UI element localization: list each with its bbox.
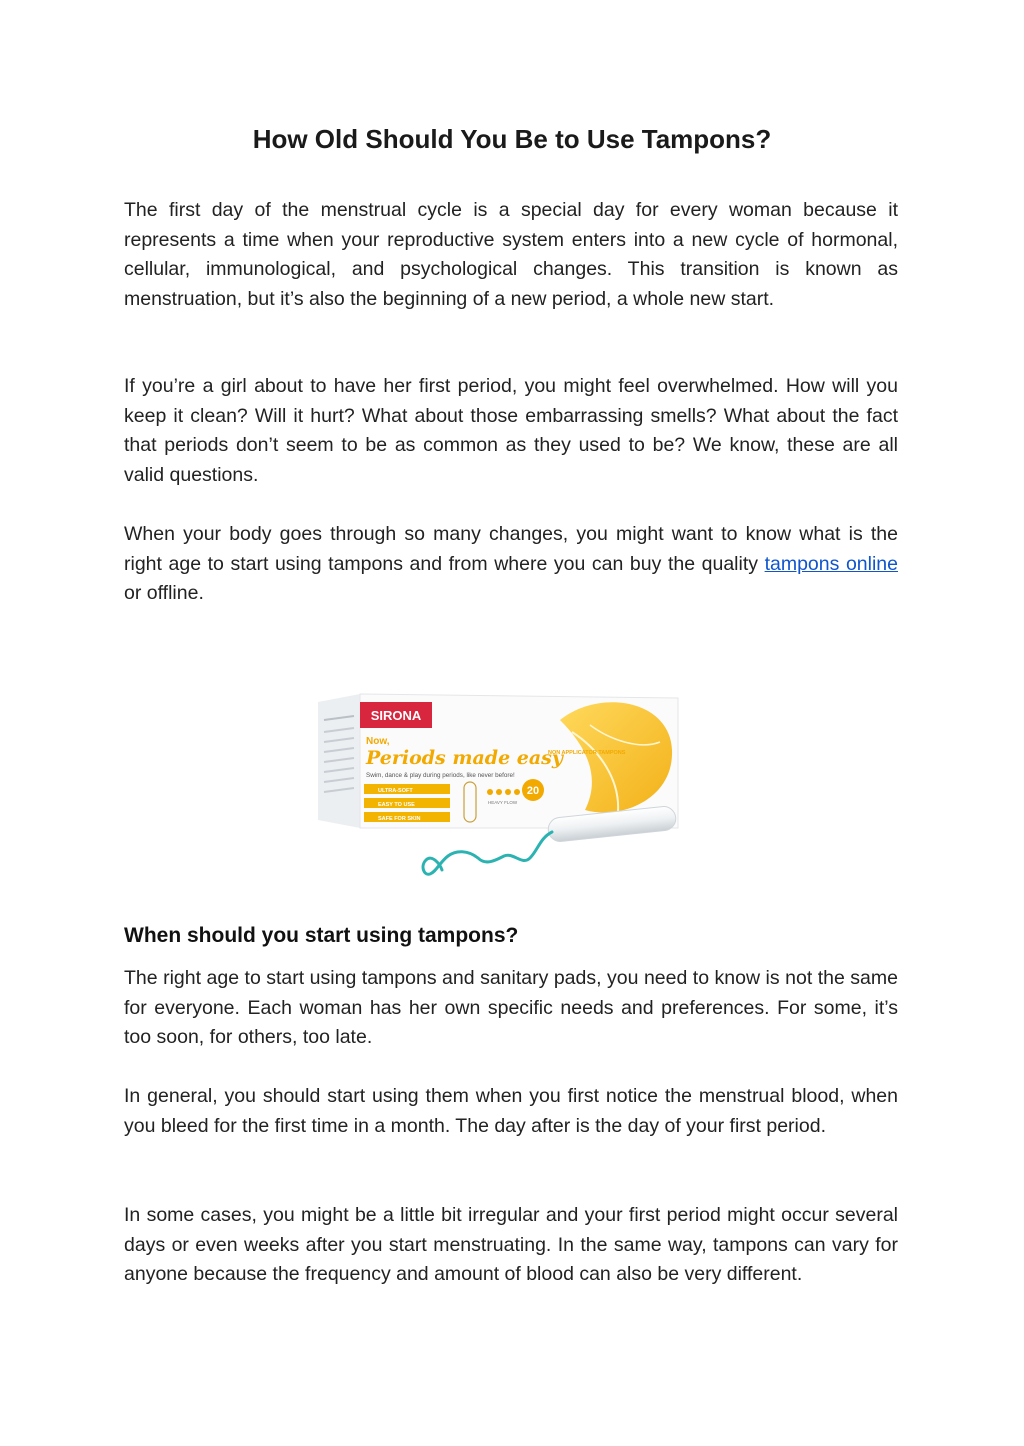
drop-icon [514, 789, 520, 795]
feature-3: SAFE FOR SKIN [378, 816, 421, 822]
section-heading: When should you start using tampons? [124, 924, 519, 947]
tampons-online-link[interactable]: tampons online [764, 552, 898, 575]
general-paragraph: In general, you should start using them when you first notice the menstrual blood, when you bleed for the first time in a month. The day after is the day of your first period. [124, 1085, 898, 1137]
brand-name: SIRONA [370, 708, 422, 723]
now-text: Now, [366, 736, 390, 747]
tampon-string [423, 832, 552, 874]
first-period-paragraph: If you’re a girl about to have her first period, you might feel overwhelmed. How will you keep it clean? Will it hurt? What about those embarrassing smells? What about the fact that periods don’t seem to be as common as they used to be? We know, these are all valid questions. [124, 375, 898, 486]
intro-paragraph: The first day of the menstrual cycle is a special day for every woman because it represents a time when your reproductive system enters into a new cycle of hormonal, cellular, immunological, and psychological changes. This transition is known as menstruation, but it’s also the beginning of a new period, a whole new start. [124, 199, 898, 310]
feature-1: ULTRA-SOFT [378, 788, 413, 794]
right-age-paragraph [124, 520, 898, 609]
start-age-paragraph: The right age to start using tampons and sanitary pads, you need to know is not the same for everyone. Each woman has her own specific needs and preferences. For some, it’s too soon, for others, too late. [124, 967, 898, 1048]
right-age-text-after: or offline. [124, 582, 204, 604]
page-title: How Old Should You Be to Use Tampons? [252, 124, 772, 154]
tag-text: NON APPLICATOR TAMPONS [548, 750, 626, 756]
right-age-text-before: When your body goes through so many changes, you might want to know what is the right age to start using tampons and from where you can buy the quality [124, 523, 898, 575]
drop-icon [505, 789, 511, 795]
drop-icon [496, 789, 502, 795]
flow-label: HEAVY FLOW [488, 800, 518, 805]
count-value: 20 [526, 785, 540, 797]
headline-text: Periods made easy [366, 747, 563, 769]
irregular-paragraph: In some cases, you might be a little bit irregular and your first period might occur several days or even weeks after you start menstruating. In the same way, tampons can vary for anyone because the frequency and amount of blood can also be very different. [124, 1204, 898, 1285]
subline-text: Swim, dance & play during periods, like never before! [366, 772, 515, 779]
feature-2: EASY TO USE [378, 802, 415, 808]
tampon-product-image [300, 680, 700, 890]
drop-icon [487, 789, 493, 795]
